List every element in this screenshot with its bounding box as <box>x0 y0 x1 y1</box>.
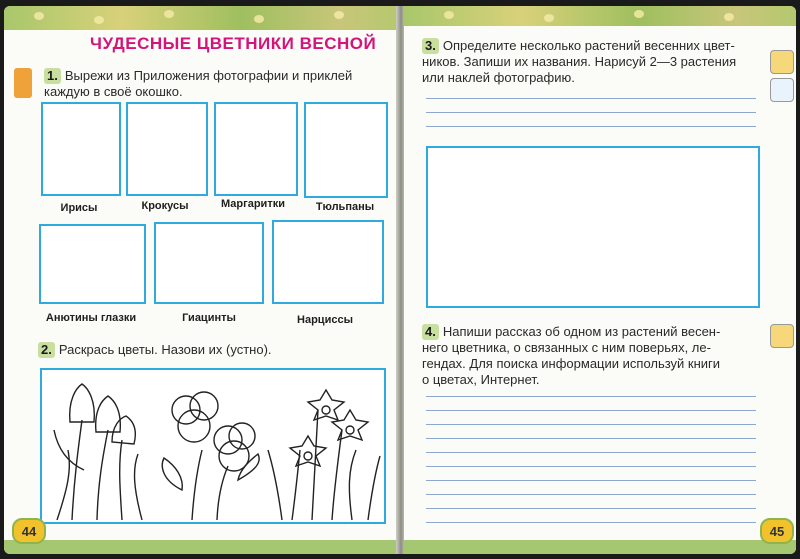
writing-line[interactable] <box>426 112 756 113</box>
bottom-decoration <box>4 540 400 554</box>
student-icon <box>770 324 794 348</box>
writing-line[interactable] <box>426 424 756 425</box>
label-daisies: Маргаритки <box>221 198 285 210</box>
writing-line[interactable] <box>426 522 756 523</box>
page-title: ЧУДЕСНЫЕ ЦВЕТНИКИ ВЕСНОЙ <box>90 34 377 53</box>
task-number: 3. <box>422 38 439 54</box>
bottom-decoration <box>404 540 796 554</box>
writing-line[interactable] <box>426 508 756 509</box>
writing-line[interactable] <box>426 396 756 397</box>
page-number: 44 <box>12 518 46 544</box>
photo-box-hyacinths[interactable] <box>154 222 264 304</box>
photo-box-crocuses[interactable] <box>126 102 208 196</box>
writing-line[interactable] <box>426 480 756 481</box>
task-text: Напиши рассказ об одном из растений весен- <box>442 324 721 339</box>
task-text: Вырежи из Приложения фотографии и приклей <box>64 68 353 83</box>
pencil-paper-icon <box>770 78 794 102</box>
task-2 <box>38 342 378 358</box>
task-1 <box>44 68 384 100</box>
narcissus-drawing <box>268 390 380 520</box>
task-text: каждую в своё окошко. <box>44 84 183 99</box>
tulip-drawing <box>54 384 142 520</box>
writing-line[interactable] <box>426 494 756 495</box>
pansy-drawing <box>162 392 259 520</box>
left-page <box>4 6 400 554</box>
task-number: 1. <box>44 68 61 84</box>
right-page <box>404 6 796 554</box>
task-text: него цветника, о связанных с ним поверьях, ле- <box>422 340 711 355</box>
task-number: 2. <box>38 342 55 358</box>
writing-line[interactable] <box>426 126 756 127</box>
photo-box-pansies[interactable] <box>39 224 146 304</box>
paperclip-icon <box>14 68 32 98</box>
decorative-flower-banner <box>4 6 400 30</box>
label-tulips: Тюльпаны <box>315 201 375 213</box>
label-hyacinths: Гиацинты <box>182 312 236 324</box>
photo-box-tulips[interactable] <box>304 102 388 198</box>
writing-line[interactable] <box>426 466 756 467</box>
task-text: Определите несколько растений весенних цвет- <box>442 38 735 53</box>
task-number: 4. <box>422 324 439 340</box>
task-3 <box>422 38 762 86</box>
task-text: гендах. Для поиска информации используй книги <box>422 356 721 371</box>
label-pansies: Анютины глазки <box>45 312 137 324</box>
writing-line[interactable] <box>426 438 756 439</box>
label-narcissi: Нарциссы <box>297 314 353 326</box>
coloring-frame[interactable] <box>40 368 386 524</box>
photo-box-irises[interactable] <box>41 102 121 196</box>
label-crocuses: Крокусы <box>141 200 189 212</box>
drawing-box[interactable] <box>426 146 760 308</box>
writing-line[interactable] <box>426 98 756 99</box>
task-text: или наклей фотографию. <box>422 70 575 85</box>
task-text: ников. Запиши их названия. Нарисуй 2—3 растения <box>422 54 737 69</box>
page-number: 45 <box>760 518 794 544</box>
task-text: о цветах, Интернет. <box>422 372 540 387</box>
writing-line[interactable] <box>426 410 756 411</box>
flower-drawings-illustration <box>42 370 384 522</box>
task-4 <box>422 324 767 388</box>
task-text: Раскрась цветы. Назови их (устно). <box>58 342 272 357</box>
decorative-flower-banner <box>404 6 796 26</box>
label-irises: Ирисы <box>60 202 98 214</box>
writing-line[interactable] <box>426 452 756 453</box>
photo-box-narcissi[interactable] <box>272 220 384 304</box>
student-icon <box>770 50 794 74</box>
photo-box-daisies[interactable] <box>214 102 298 196</box>
